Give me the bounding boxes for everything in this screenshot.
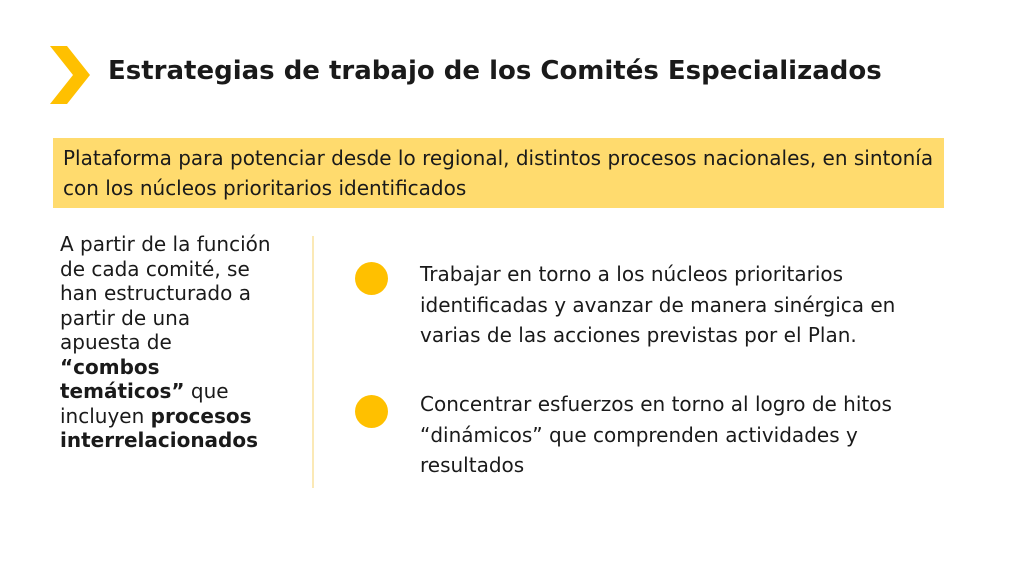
intro-text-bold1: “combos temáticos” bbox=[60, 354, 185, 403]
slide-title: Estrategias de trabajo de los Comités Especializados bbox=[108, 56, 882, 86]
circle-bullet-icon bbox=[355, 262, 388, 295]
intro-text-part2: que incluyen bbox=[60, 379, 229, 428]
vertical-divider bbox=[312, 236, 314, 488]
intro-text bbox=[60, 232, 275, 453]
intro-text-bold2: procesos interrelacionados bbox=[60, 403, 259, 452]
chevron-right-icon bbox=[50, 46, 90, 104]
bullet-point-text: Trabajar en torno a los núcleos prioritarios identificadas y avanzar de manera sinérgica en varias de las acciones previstas por el Plan. bbox=[420, 262, 896, 347]
circle-bullet-icon bbox=[355, 395, 388, 428]
bullet-point-text: Concentrar esfuerzos en torno al logro de hitos “dinámicos” que comprenden actividades y resultados bbox=[420, 392, 892, 477]
intro-text-part1: A partir de la función de cada comité, se han estructurado a partir de una apuesta de bbox=[60, 232, 271, 354]
highlight-banner: Plataforma para potenciar desde lo regional, distintos procesos nacionales, en sintonía con los núcleos prioritarios identificados bbox=[53, 138, 944, 208]
